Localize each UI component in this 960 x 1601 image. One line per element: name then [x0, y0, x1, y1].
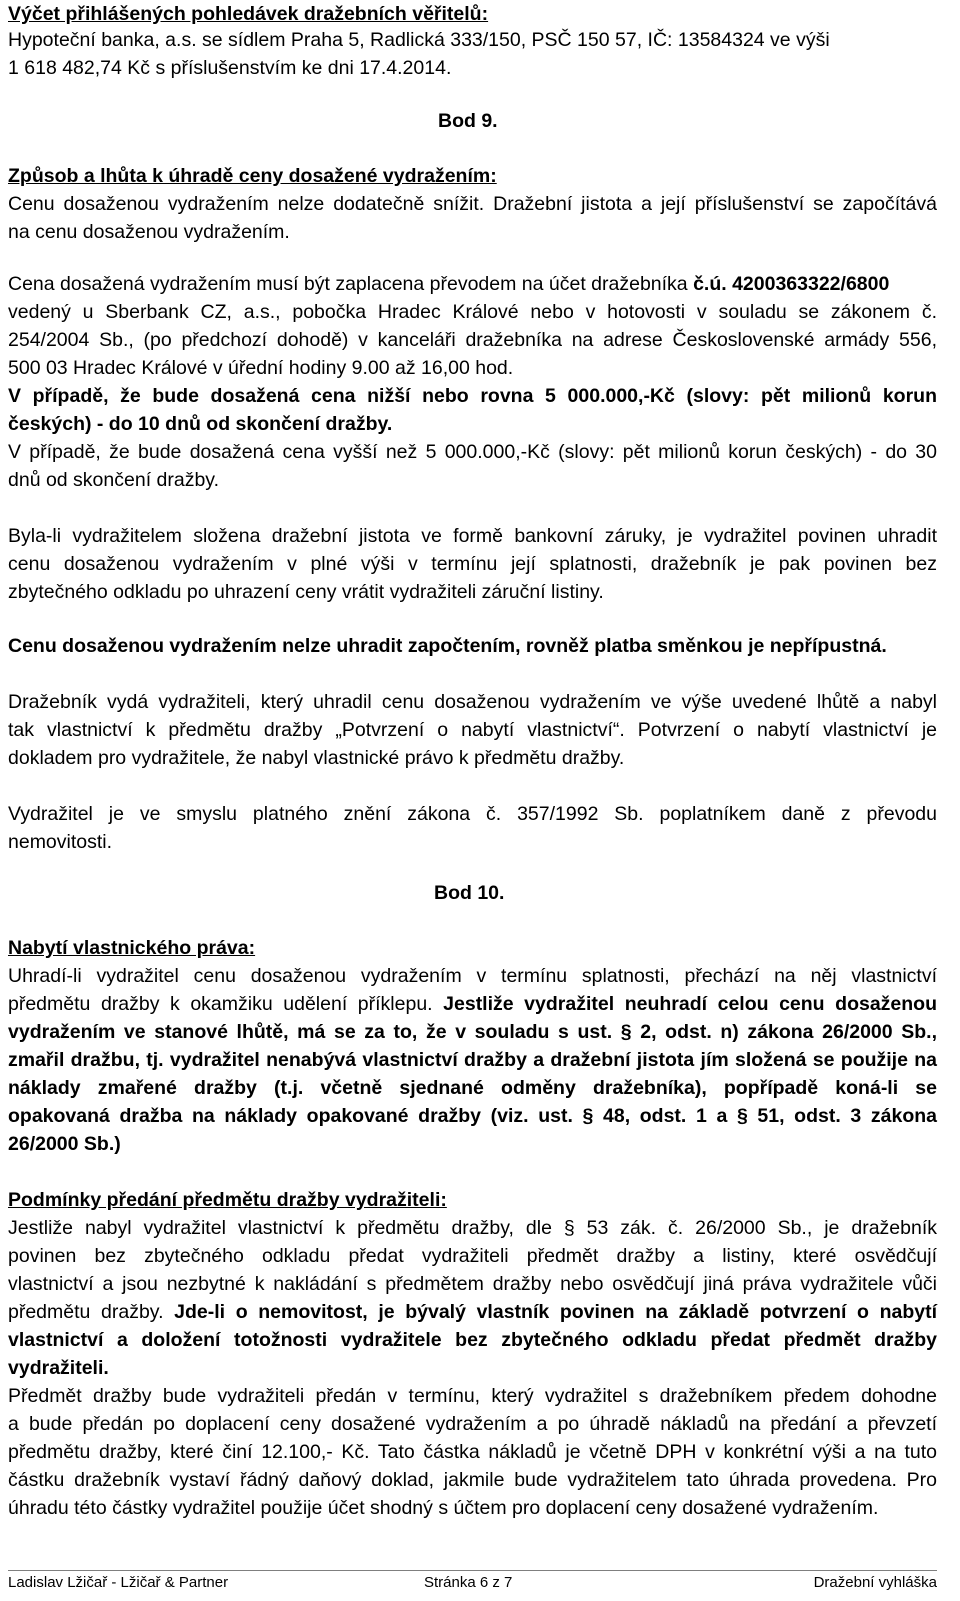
creditors-heading: Výčet přihlášených pohledávek dražebních věřitelů:	[8, 3, 489, 25]
handover-bold-text: Jde-li o nemovitost, je bývalý vlastník povinen na základě potvrzení o nabytí	[174, 1301, 937, 1323]
bod10-b-line-4	[8, 1298, 937, 1326]
footer-page-number: Stránka 6 z 7	[424, 1574, 513, 1591]
bod9-p2-line-1	[8, 270, 889, 298]
bod9-p6-line-2: nemovitosti.	[8, 831, 113, 853]
bod9-p5-line-2: tak vlastnictví k předmětu dražby „Potvrzení o nabytí vlastnictví“. Potvrzení o nabytí vlastnictví je	[8, 719, 937, 741]
bod10-c-line-5: úhradu této částky vydražitel použije účet shodný s účtem pro doplacení ceny dosažené vydražením.	[8, 1497, 879, 1519]
bod9-p6-line-1: Vydražitel je ve smyslu platného znění zákona č. 357/1992 Sb. poplatníkem daně z převodu	[8, 803, 937, 825]
footer-author: Ladislav Lžičař - Lžičař & Partner	[8, 1574, 229, 1591]
bod9-p2-line-7: V případě, že bude dosažená cena vyšší než 5 000.000,-Kč (slovy: pět milionů korun českých) - do 30	[8, 441, 937, 463]
bod9-p2-line-5: V případě, že bude dosažená cena nižší nebo rovna 5 000.000,-Kč (slovy: pět milionů korun	[8, 385, 937, 407]
ownership-bold-text: Jestliže vydražitel neuhradí celou cenu dosaženou	[443, 993, 937, 1015]
creditors-line-1: Hypoteční banka, a.s. se sídlem Praha 5, Radlická 333/150, PSČ 150 57, IČ: 13584324 ve výši	[8, 29, 830, 51]
bod9-p1-line-2: na cenu dosaženou vydražením.	[8, 221, 290, 243]
payment-text: Cena dosažená vydražením musí být zaplacena převodem na účet dražebníka	[8, 273, 694, 295]
bod9-p2-line-8: dnů od skončení dražby.	[8, 469, 220, 491]
handover-text-2: předmětu dražby.	[8, 1301, 175, 1323]
handover-law-text: Jestliže nabyl vydražitel vlastnictví k předmětu dražby, dle § 53 zák. č. 26/2000 Sb.	[8, 1217, 807, 1239]
bod10-a-line-1: Uhradí-li vydražitel cenu dosaženou vydražením v termínu splatnosti, přechází na něj vlastnictví	[8, 965, 937, 987]
bod10-a-line-2	[8, 990, 937, 1018]
bod9-p5-line-1: Dražebník vydá vydražiteli, který uhradil cenu dosaženou vydražením ve výše uvedené lhůtě a nabyl	[8, 691, 937, 713]
bod10-c-line-1: Předmět dražby bude vydražiteli předán v termínu, který vydražitel s dražebníkem předem dohodne	[8, 1385, 937, 1407]
creditors-line-2: 1 618 482,74 Kč s příslušenstvím ke dni 17.4.2014.	[8, 57, 452, 79]
bod9-p2-line-3: 254/2004 Sb., (po předchozí dohodě) v kanceláři dražebníka na adrese Československé armády 556,	[8, 329, 937, 351]
bod9-p5-line-3: dokladem pro vydražitele, že nabyl vlastnické právo k předmětu dražby.	[8, 747, 625, 769]
bod9-p3-line-1: Byla-li vydražitelem složena dražební jistota ve formě bankovní záruky, je vydražitel povinen uhradit	[8, 525, 937, 547]
bod10-a-line-6: opakovaná dražba na náklady opakované dražby (viz. ust. § 48, odst. 1 a § 51, odst. 3 zákona	[8, 1105, 937, 1127]
bod10-heading-handover: Podmínky předání předmětu dražby vydražiteli:	[8, 1189, 447, 1211]
bod9-p2-line-2: vedený u Sberbank CZ, a.s., pobočka Hradec Králové nebo v hotovosti v souladu se zákonem č.	[8, 301, 937, 323]
section-title-bod9: Bod 9.	[438, 110, 498, 132]
handover-text: , je dražebník	[806, 1217, 937, 1239]
section-title-bod10: Bod 10.	[434, 882, 505, 904]
bod10-b-line-5: vlastnictví a doložení totožnosti vydražitele bez zbytečného odkladu předat předmět dražby	[8, 1329, 937, 1351]
bod10-heading-ownership: Nabytí vlastnického práva:	[8, 937, 256, 959]
bod10-c-line-2: a bude předán po doplacení ceny dosažené vydražením a po úhradě nákladů na předání a převzetí	[8, 1413, 937, 1435]
bod10-c-line-3: předmětu dražby, které činí 12.100,- Kč. Tato částka nákladů je včetně DPH v konkrétní výši a na tuto	[8, 1441, 937, 1463]
bod10-b-line-1	[8, 1214, 937, 1242]
account-number: č.ú. 4200363322/6800	[693, 273, 890, 295]
bod9-heading: Způsob a lhůta k úhradě ceny dosažené vydražením:	[8, 165, 497, 187]
bod10-b-line-2: povinen bez zbytečného odkladu předat vydražiteli předmět dražby a listiny, které osvědčují	[8, 1245, 937, 1267]
bod9-p3-line-3: zbytečného odkladu po uhrazení ceny vrátit vydražiteli záruční listiny.	[8, 581, 604, 603]
bod10-a-line-5: náklady zmařené dražby (t.j. včetně sjednané odměny dražebníka), popřípadě koná-li se	[8, 1077, 937, 1099]
bod10-c-line-4: částku dražebník vystaví řádný daňový doklad, jakmile bude vydražitelem tato úhrada provedena. Pro	[8, 1469, 937, 1491]
footer-document-title: Dražební vyhláška	[813, 1574, 937, 1591]
bod9-p2-line-4: 500 03 Hradec Králové v úřední hodiny 9.00 až 16,00 hod.	[8, 357, 514, 379]
bod9-p1-line-1: Cenu dosaženou vydražením nelze dodatečně snížit. Dražební jistota a její příslušenství se započítává	[8, 193, 937, 215]
bod10-b-line-6: vydražiteli.	[8, 1357, 109, 1379]
bod10-b-line-3: vlastnictví a jsou nezbytné k nakládání s předmětem dražby nebo osvědčují jiná práva vydražitele vůči	[8, 1273, 937, 1295]
ownership-text: předmětu dražby k okamžiku udělení příklepu.	[8, 993, 444, 1015]
bod10-a-line-7: 26/2000 Sb.)	[8, 1133, 121, 1155]
bod9-p4: Cenu dosaženou vydražením nelze uhradit započtením, rovněž platba směnkou je nepřípustná.	[8, 635, 887, 657]
bod9-p3-line-2: cenu dosaženou vydražením v plné výši v termínu její splatnosti, dražebník je pak povinen bez	[8, 553, 937, 575]
bod10-a-line-4: zmařil dražbu, tj. vydražitel nenabývá vlastnictví dražby a dražební jistota jím složená se použije na	[8, 1049, 937, 1071]
bod9-p2-line-6: českých) - do 10 dnů od skončení dražby.	[8, 413, 393, 435]
bod10-a-line-3: vydražením ve stanové lhůtě, má se za to, že v souladu s ust. § 2, odst. n) zákona 26/2000 Sb.,	[8, 1021, 937, 1043]
footer-divider	[8, 1570, 937, 1571]
